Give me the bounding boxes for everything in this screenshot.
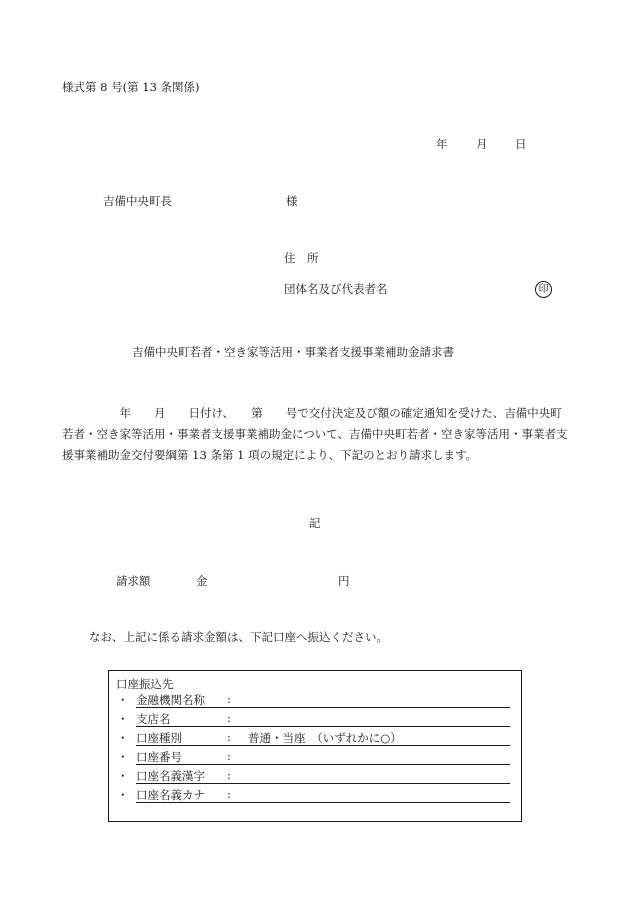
row-label: 口座種別: [136, 731, 182, 745]
claim-yen: 円: [338, 574, 350, 588]
bullet: ・: [117, 769, 129, 783]
row-colon: :: [227, 768, 231, 782]
date-month: 月: [476, 137, 488, 151]
row-colon: :: [227, 749, 231, 763]
row-colon: :: [227, 711, 231, 725]
row-underline: [136, 764, 510, 765]
row-value: 普通・当座 （いずれかに○）: [248, 731, 402, 745]
address-label: 住 所: [284, 251, 319, 265]
claim-label: 請求額: [116, 574, 151, 588]
row-underline: [136, 726, 510, 727]
row-label: 口座名義漢字: [136, 769, 205, 783]
row-colon: :: [227, 730, 231, 744]
row-underline: [136, 707, 510, 708]
row-label: 口座番号: [136, 750, 182, 764]
bullet: ・: [117, 693, 129, 707]
account-row: [117, 748, 510, 766]
body-paragraph: 年 月 日付け、 第 号で交付決定及び額の確定通知を受けた、吉備中央町若者・空き家等活用・事業者支援事業補助金について、吉備中央町若者・空き家等活用・事業者支援事業補助金交付要綱第 13 条第 1 項の規定により、下記のとおり請求します。: [62, 406, 568, 462]
account-box-title: 口座振込先: [116, 677, 174, 691]
row-colon: :: [227, 692, 231, 706]
date-year: 年: [436, 137, 448, 151]
account-row: [117, 729, 510, 747]
document-title: 吉備中央町若者・空き家等活用・事業者支援事業補助金請求書: [132, 345, 454, 359]
account-row: [117, 786, 510, 804]
account-row: [117, 710, 510, 728]
notice-text: なお、上記に係る請求金額は、下記口座へ振込ください。: [89, 630, 388, 644]
form-number: 様式第 8 号(第 13 条関係): [62, 80, 200, 94]
addressee-name: 吉備中央町長: [103, 194, 172, 208]
row-label: 口座名義カナ: [136, 788, 205, 802]
account-row: [117, 691, 510, 709]
addressee-honorific: 様: [286, 194, 298, 208]
row-underline: [136, 783, 510, 784]
bullet: ・: [117, 788, 129, 802]
seal-mark: 印: [535, 281, 552, 298]
row-label: 支店名: [136, 712, 171, 726]
bullet: ・: [117, 731, 129, 745]
row-label: 金融機関名称: [136, 693, 205, 707]
claim-kin: 金: [196, 574, 208, 588]
row-colon: :: [227, 787, 231, 801]
bullet: ・: [117, 712, 129, 726]
bullet: ・: [117, 750, 129, 764]
row-underline: [136, 745, 510, 746]
row-underline: [136, 802, 510, 803]
org-rep-label: 団体名及び代表者名: [284, 282, 388, 296]
date-day: 日: [515, 137, 527, 151]
account-box: [108, 670, 522, 822]
account-row: [117, 767, 510, 785]
ki-heading: 記: [309, 516, 321, 530]
